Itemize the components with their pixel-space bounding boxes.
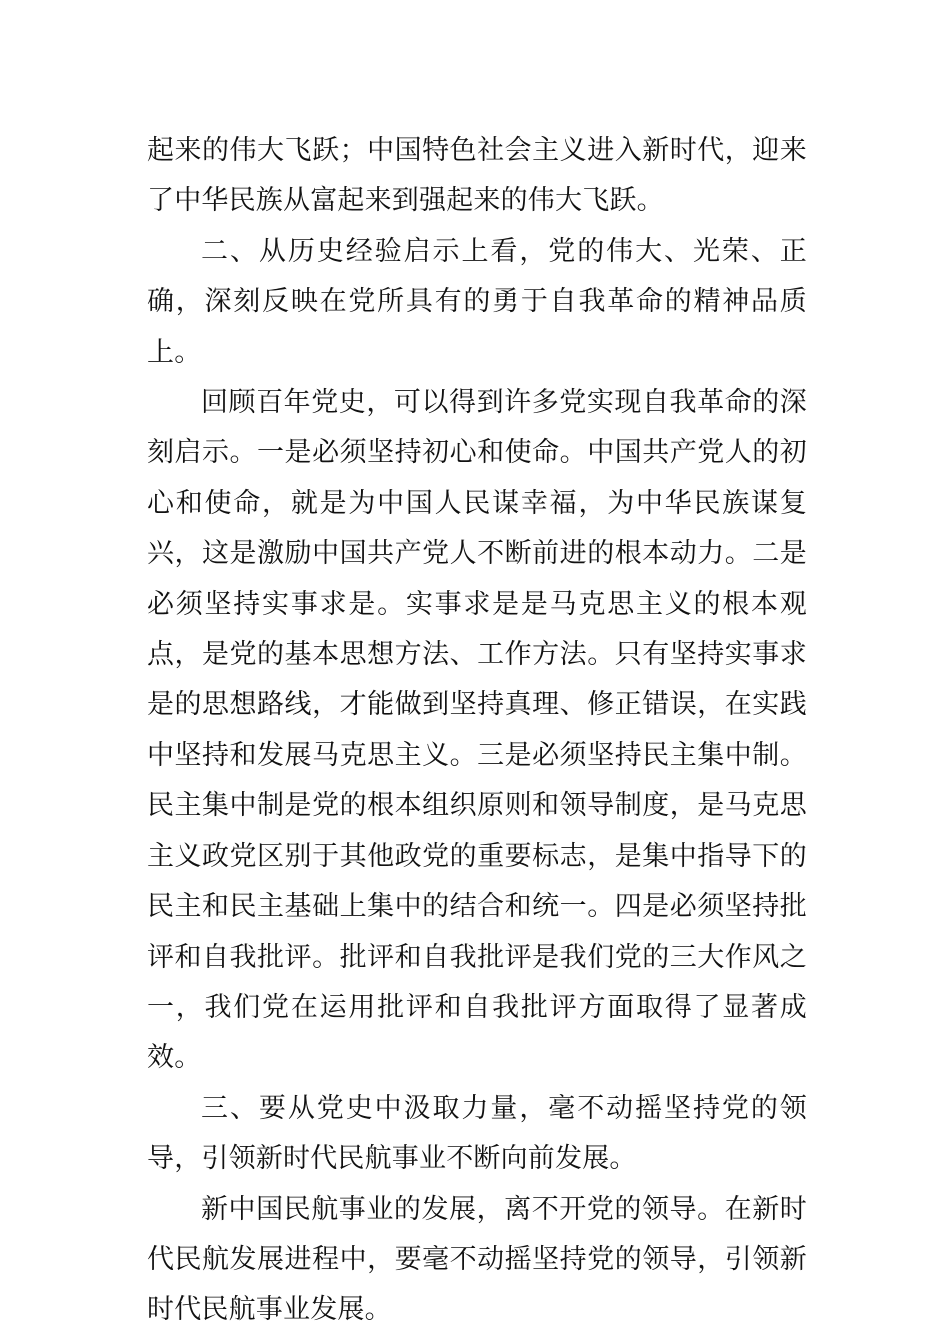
paragraph-continuation: 起来的伟大飞跃；中国特色社会主义进入新时代，迎来了中华民族从富起来到强起来的伟大飞跃。 [147,135,807,217]
section-heading-three: 三、要从党史中汲取力量，毫不动摇坚持党的领导，引领新时代民航事业不断向前发展。 [147,1092,807,1175]
body-text [147,126,807,1336]
section-heading-two: 二、从历史经验启示上看，党的伟大、光荣、正确，深刻反映在党所具有的勇于自我革命的精神品质上。 [147,235,807,368]
paragraph-lessons: 回顾百年党史，可以得到许多党实现自我革命的深刻启示。一是必须坚持初心和使命。中国共产党人的初心和使命，就是为中国人民谋幸福，为中华民族谋复兴，这是激励中国共产党人不断前进的根本动力。二是必须坚持实事求是。实事求是是马克思主义的根本观点，是党的基本思想方法、工作方法。只有坚持实事求是的思想路线，才能做到坚持真理、修正错误，在实践中坚持和发展马克思主义。三是必须坚持民主集中制。民主集中制是党的根本组织原则和领导制度，是马克思主义政党区别于其他政党的重要标志，是集中指导下的民主和民主基础上集中的结合和统一。四是必须坚持批评和自我批评。批评和自我批评是我们党的三大作风之一，我们党在运用批评和自我批评方面取得了显著成效。 [147,387,807,1074]
paragraph-civil-aviation: 新中国民航事业的发展，离不开党的领导。在新时代民航发展进程中，要毫不动摇坚持党的领导，引领新时代民航事业发展。 [147,1193,807,1326]
